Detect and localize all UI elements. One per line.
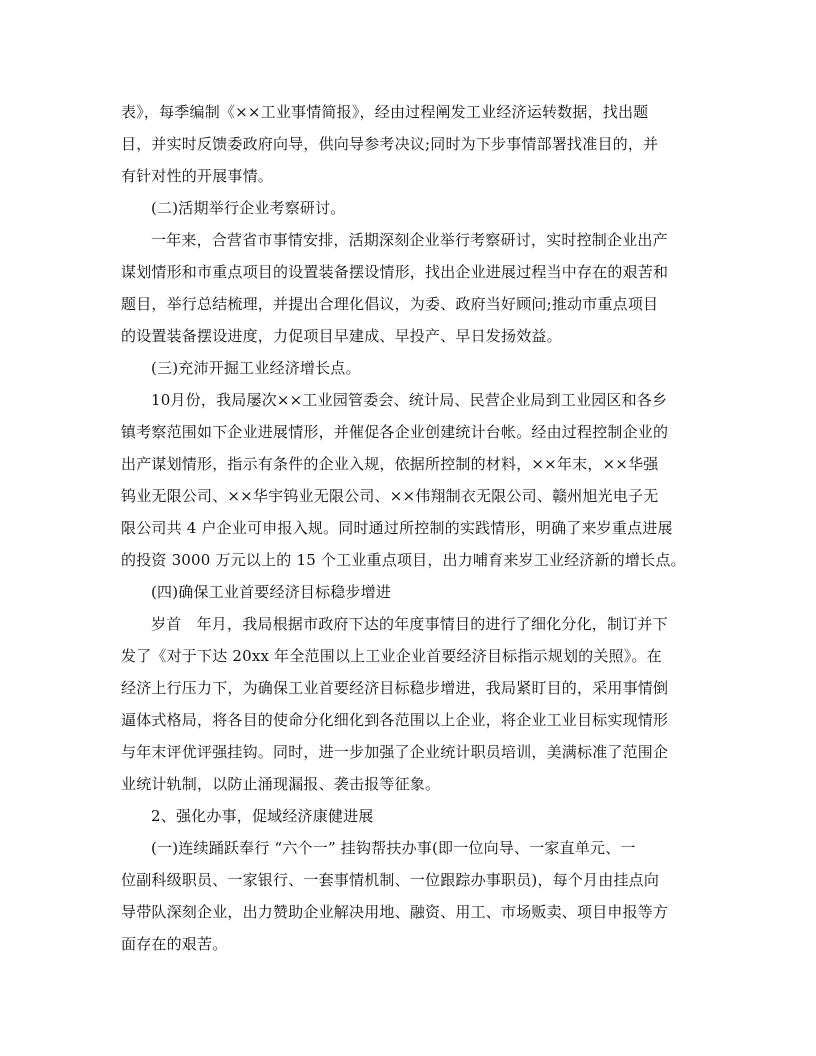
text-line-22: 业统计轨制，以防止涌现漏报、袭击报等征象。 <box>121 775 441 793</box>
section-heading-major-2: 2、强化办事，促域经济康健进展 <box>151 807 374 825</box>
text-line-7: 题目，举行总结梳理，并提出合理化倡议，为委、政府当好顾问;推动市重点项目 <box>121 295 659 313</box>
text-line-12: 出产谋划情形，指示有条件的企业入规，依据所控制的材料，××年末，××华强 <box>121 455 659 473</box>
text-line-8: 的设置装备摆设进度，力促项目早建成、早投产、早日发扬效益。 <box>121 327 562 345</box>
text-line-19: 经济上行压力下，为确保工业首要经济目标稳步增进，我局紧盯目的，采用事情倒 <box>121 679 669 697</box>
text-line-3: 有针对性的开展事情。 <box>121 167 274 185</box>
text-line-2: 目，并实时反馈委政府向导，供向导参考决议;同时为下步事情部署找准目的，并 <box>121 135 659 153</box>
text-line-21: 与年末评优评强挂钩。同时，进一步加强了企业统计职员培训，美满标准了范围企 <box>121 743 669 761</box>
text-line-14: 限公司共 4 户企业可申报入规。同时通过所控制的实践情形，明确了来岁重点进展 <box>121 519 673 537</box>
text-line-17: 岁首 年月，我局根据市政府下达的年度事情目的进行了细化分化，制订并下 <box>151 615 668 633</box>
text-line-1: 表》，每季编制《××工业事情简报》，经由过程阐发工业经济运转数据，找出题 <box>121 103 649 121</box>
section-heading-3: (三)充沛开掘工业经济增长点。 <box>151 359 361 377</box>
text-line-27: 面存在的艰苦。 <box>121 935 228 953</box>
text-line-20: 逼体式格局，将各目的使命分化细化到各范围以上企业，将企业工业目标实现情形 <box>121 711 669 729</box>
text-line-26: 导带队深刻企业，出力赞助企业解决用地、融资、用工、市场贩卖、项目申报等方 <box>121 903 669 921</box>
text-line-24: (一)连续踊跃奉行 “六个一” 挂钩帮扶办事(即一位向导、一家直单元、一 <box>151 839 636 857</box>
text-line-5: 一年来，合营省市事情安排，活期深刻企业举行考察研讨，实时控制企业出产 <box>151 231 668 249</box>
text-line-11: 镇考察范围如下企业进展情形，并催促各企业创建统计台帐。经由过程控制企业的 <box>121 423 669 441</box>
section-heading-4: (四)确保工业首要经济目标稳步增进 <box>151 583 392 601</box>
text-line-6: 谋划情形和市重点项目的设置装备摆设情形，找出企业进展过程当中存在的艰苦和 <box>121 263 669 281</box>
text-line-15: 的投资 3000 万元以上的 15 个工业重点项目，出力哺育来岁工业经济新的增长点。 <box>121 551 686 569</box>
text-line-25: 位副科级职员、一家银行、一套事情机制、一位跟踪办事职员)，每个月由挂点向 <box>121 871 660 889</box>
document-body <box>121 96 699 960</box>
text-line-13: 钨业无限公司、××华宇钨业无限公司、××伟翔制衣无限公司、赣州旭光电子无 <box>121 487 659 505</box>
text-line-10: 10月份，我局屡次××工业园管委会、统计局、民营企业局到工业园区和各乡 <box>151 391 668 409</box>
section-heading-2: (二)活期举行企业考察研讨。 <box>151 199 346 217</box>
text-line-18: 发了《对于下达 20xx 年全范围以上工业企业首要经济目标指示规划的关照》。在 <box>121 647 662 665</box>
